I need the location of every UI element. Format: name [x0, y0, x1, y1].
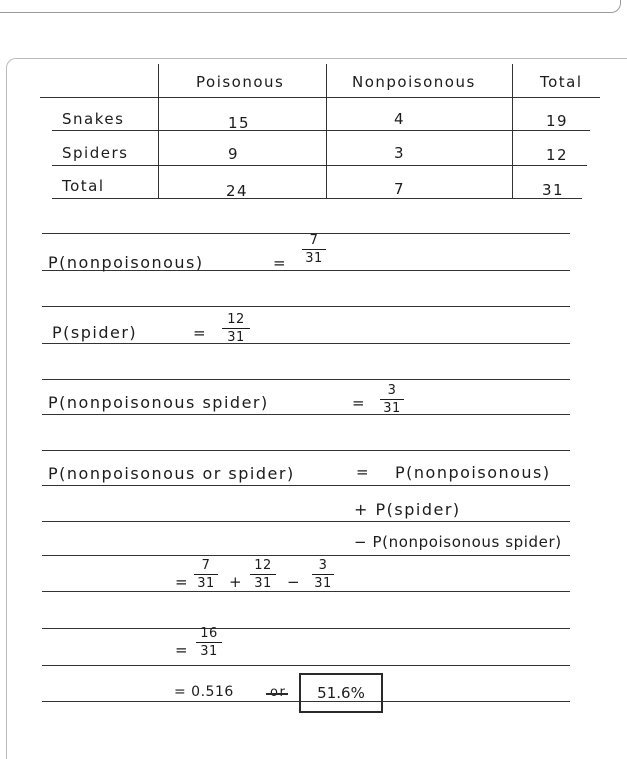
cell-spiders-nonpoisonous: 3 — [394, 144, 406, 162]
row-label-snakes: Snakes — [62, 110, 125, 128]
denominator: 31 — [383, 401, 401, 416]
ruled-line — [42, 379, 570, 380]
header-rule — [40, 97, 600, 98]
table-divider-3 — [512, 64, 513, 198]
header-nonpoisonous: Nonpoisonous — [352, 73, 476, 91]
numerator: 7 — [201, 558, 211, 573]
fraction-bar — [312, 574, 334, 575]
cell-spiders-poisonous: 9 — [228, 145, 240, 163]
numerator: 7 — [309, 233, 319, 248]
header-poisonous: Poisonous — [196, 73, 285, 91]
row-label-spiders: Spiders — [62, 144, 129, 162]
cell-snakes-total: 19 — [546, 112, 569, 130]
row-rule-1 — [52, 130, 590, 131]
expr-p-nonpoisonous-or-spider: P(nonpoisonous or spider) — [48, 464, 295, 483]
final-answer: 51.6% — [317, 684, 365, 702]
expr-p-nonpoisonous: P(nonpoisonous) — [48, 253, 204, 272]
ruled-line — [42, 485, 570, 486]
fraction-3-31 — [312, 558, 334, 591]
fraction-7-31 — [302, 233, 326, 266]
fraction-bar — [222, 328, 250, 329]
ruled-line — [42, 343, 570, 344]
table-divider-2 — [326, 64, 327, 198]
row-label-total: Total — [62, 177, 105, 195]
decimal-result: = 0.516 — [174, 684, 234, 700]
fraction-bar — [302, 249, 326, 250]
equals-sign: = — [175, 573, 190, 591]
equals-sign: = — [175, 641, 190, 659]
fraction-bar — [380, 399, 404, 400]
fraction-12-31 — [222, 312, 250, 345]
ruled-line — [42, 665, 570, 666]
term-plus-p-spider: + P(spider) — [354, 500, 461, 519]
expr-p-spider: P(spider) — [52, 323, 138, 342]
scribble-mark — [266, 693, 288, 695]
cell-total-poisonous: 24 — [226, 182, 249, 200]
denominator: 31 — [314, 576, 332, 591]
fraction-bar — [250, 574, 276, 575]
ruled-line — [42, 628, 570, 629]
term-minus-p-nonpoisonous-spider: − P(nonpoisonous spider) — [354, 533, 562, 551]
header-total: Total — [540, 73, 583, 91]
numerator: 3 — [387, 383, 397, 398]
cell-snakes-poisonous: 15 — [228, 114, 251, 132]
denominator: 31 — [254, 576, 272, 591]
ruled-line — [42, 555, 570, 556]
fraction-16-31 — [196, 626, 222, 659]
fraction-3-31 — [380, 383, 404, 416]
ruled-line — [42, 521, 570, 522]
cell-total-nonpoisonous: 7 — [394, 180, 406, 198]
ruled-line — [42, 450, 570, 451]
equals-sign: = — [352, 394, 367, 412]
minus-sign: − — [287, 573, 302, 591]
numerator: 16 — [200, 626, 218, 641]
numerator: 3 — [318, 558, 328, 573]
fraction-7-31 — [194, 558, 218, 591]
equals-sign: = — [356, 463, 371, 481]
denominator: 31 — [200, 644, 218, 659]
term-p-nonpoisonous: P(nonpoisonous) — [395, 463, 551, 482]
cell-snakes-nonpoisonous: 4 — [394, 110, 406, 128]
equals-sign: = — [193, 324, 208, 342]
cell-spiders-total: 12 — [546, 146, 569, 164]
row-rule-3 — [52, 198, 582, 199]
table-divider-1 — [158, 64, 159, 198]
ruled-line — [42, 591, 570, 592]
equals-sign: = — [273, 254, 288, 272]
numerator: 12 — [254, 558, 272, 573]
numerator: 12 — [227, 312, 245, 327]
plus-sign: + — [229, 573, 244, 591]
top-frame — [0, 0, 621, 13]
cell-total-total: 31 — [542, 181, 565, 199]
row-rule-2 — [52, 165, 587, 166]
denominator: 31 — [197, 576, 215, 591]
expr-p-nonpoisonous-spider: P(nonpoisonous spider) — [48, 393, 269, 412]
denominator: 31 — [305, 251, 323, 266]
denominator: 31 — [227, 330, 245, 345]
final-answer-box — [299, 673, 383, 713]
fraction-bar — [196, 642, 222, 643]
ruled-line — [42, 306, 570, 307]
fraction-12-31 — [250, 558, 276, 591]
ruled-line — [42, 414, 570, 415]
fraction-bar — [194, 574, 218, 575]
